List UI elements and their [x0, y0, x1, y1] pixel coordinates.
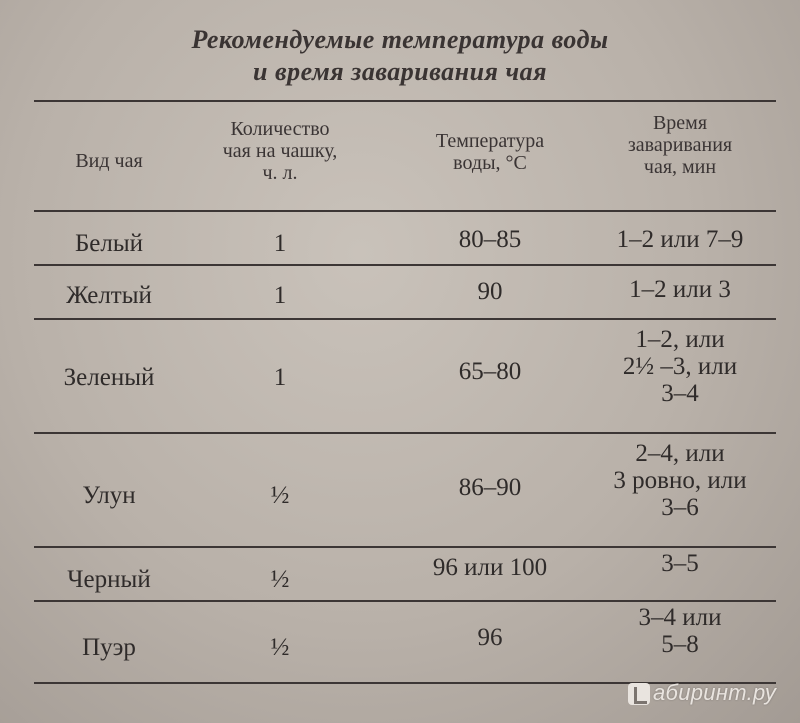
row-yellow-temperature: 90 — [477, 278, 503, 305]
row-puer-time-line-2: 5–8 — [661, 631, 699, 658]
row-white-time: 1–2 или 7–9 — [616, 226, 744, 253]
row-rule — [34, 546, 776, 548]
row-oolong-amount: ½ — [270, 482, 290, 509]
header-amount — [190, 118, 370, 184]
header-tea-type: Вид чая — [75, 150, 143, 172]
row-oolong-time-line-1: 2–4, или — [635, 440, 725, 467]
row-rule — [34, 432, 776, 434]
row-black-amount: ½ — [270, 566, 290, 593]
header-amount-line-2: чая на чашку, — [222, 140, 338, 162]
row-yellow-amount: 1 — [273, 282, 287, 309]
row-rule — [34, 600, 776, 602]
row-green-time — [580, 326, 780, 407]
labirint-logo-icon — [628, 683, 650, 705]
top-rule — [34, 100, 776, 102]
row-yellow-type: Желтый — [66, 282, 152, 309]
row-yellow-time: 1–2 или 3 — [629, 276, 731, 303]
row-rule — [34, 318, 776, 320]
row-black-temperature: 96 или 100 — [432, 554, 548, 581]
row-green-time-line-2: 2½ –3, или — [622, 353, 738, 380]
table-title — [0, 24, 800, 88]
row-green-type: Зеленый — [63, 364, 155, 391]
header-amount-line-3: ч. л. — [262, 162, 298, 184]
header-time-line-1: Время — [652, 112, 708, 134]
header-rule — [34, 210, 776, 212]
row-oolong-time — [580, 440, 780, 521]
row-oolong-temperature: 86–90 — [458, 474, 522, 501]
row-white-amount: 1 — [273, 230, 287, 257]
watermark-text: абиринт.ру — [653, 680, 777, 705]
row-puer-time-line-1: 3–4 или — [638, 604, 722, 631]
row-black-type: Черный — [67, 566, 151, 593]
row-oolong-time-line-2: 3 ровно, или — [613, 467, 747, 494]
row-oolong-time-line-3: 3–6 — [661, 494, 699, 521]
table-title-line-1: Рекомендуемые температура воды — [191, 25, 609, 54]
table-title-line-2: и время заваривания чая — [253, 57, 547, 86]
row-oolong-type: Улун — [82, 482, 136, 509]
header-time-line-2: заваривания — [627, 134, 733, 156]
row-green-amount: 1 — [273, 364, 287, 391]
row-puer-temperature: 96 — [477, 624, 503, 651]
header-amount-line-1: Количество — [230, 118, 330, 140]
row-green-temperature: 65–80 — [458, 358, 522, 385]
row-puer-time — [580, 604, 780, 658]
header-temperature-line-2: воды, °С — [453, 152, 527, 174]
row-rule — [34, 264, 776, 266]
header-temperature-line-1: Температура — [435, 130, 545, 152]
row-black-time: 3–5 — [661, 550, 699, 577]
row-green-time-line-1: 1–2, или — [635, 326, 725, 353]
header-time-line-3: чая, мин — [643, 156, 717, 178]
row-puer-amount: ½ — [270, 634, 290, 661]
watermark — [628, 680, 776, 706]
row-green-time-line-3: 3–4 — [661, 380, 699, 407]
row-white-temperature: 80–85 — [458, 226, 522, 253]
row-white-type: Белый — [74, 230, 144, 257]
row-puer-type: Пуэр — [82, 634, 136, 661]
header-time — [580, 112, 780, 178]
header-temperature — [390, 130, 590, 174]
